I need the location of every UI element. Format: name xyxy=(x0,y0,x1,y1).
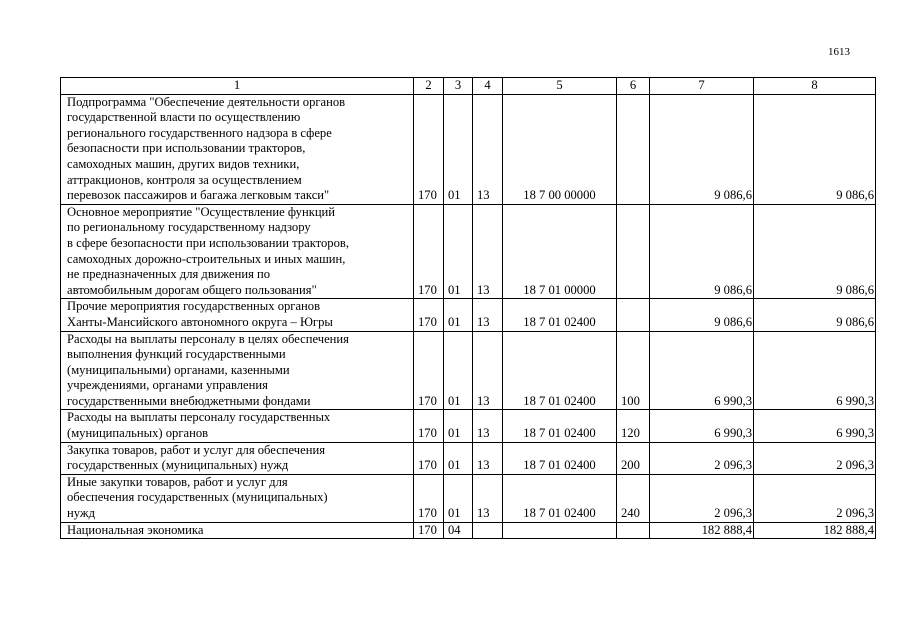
expense-type-cell: 240 xyxy=(617,474,650,522)
name-cell: Закупка товаров, работ и услуг для обеспечения государственных (муниципальных) нужд xyxy=(61,442,414,474)
amount-cell: 2 096,3 xyxy=(650,474,754,522)
target-article-cell: 18 7 01 02400 xyxy=(503,299,617,331)
expense-type-cell: 100 xyxy=(617,331,650,410)
expense-type-cell xyxy=(617,204,650,299)
amount-total-cell: 182 888,4 xyxy=(754,522,876,539)
admin-code-cell: 170 xyxy=(414,331,444,410)
amount-cell: 6 990,3 xyxy=(650,331,754,410)
amount-total-cell: 2 096,3 xyxy=(754,442,876,474)
amount-total-cell: 6 990,3 xyxy=(754,410,876,442)
amount-cell: 9 086,6 xyxy=(650,204,754,299)
target-article-cell: 18 7 01 02400 xyxy=(503,331,617,410)
amount-total-cell: 9 086,6 xyxy=(754,299,876,331)
subsection-cell: 13 xyxy=(473,94,503,204)
section-cell: 01 xyxy=(444,474,473,522)
admin-code-cell: 170 xyxy=(414,474,444,522)
expense-type-cell: 120 xyxy=(617,410,650,442)
subsection-cell: 13 xyxy=(473,410,503,442)
table-row xyxy=(61,204,876,299)
header-cell: 4 xyxy=(473,78,503,95)
admin-code-cell: 170 xyxy=(414,204,444,299)
subsection-cell: 13 xyxy=(473,204,503,299)
subsection-cell: 13 xyxy=(473,442,503,474)
expense-type-cell xyxy=(617,522,650,539)
section-cell: 04 xyxy=(444,522,473,539)
header-cell: 6 xyxy=(617,78,650,95)
name-cell: Иные закупки товаров, работ и услуг для обеспечения государственных (муниципальных) нужд xyxy=(61,474,414,522)
header-cell: 7 xyxy=(650,78,754,95)
table-row xyxy=(61,94,876,204)
target-article-cell: 18 7 01 02400 xyxy=(503,442,617,474)
amount-cell: 182 888,4 xyxy=(650,522,754,539)
table-row xyxy=(61,299,876,331)
table-header-row xyxy=(61,78,876,95)
admin-code-cell: 170 xyxy=(414,442,444,474)
table-row xyxy=(61,331,876,410)
amount-total-cell: 6 990,3 xyxy=(754,331,876,410)
name-cell: Расходы на выплаты персоналу государственных (муниципальных) органов xyxy=(61,410,414,442)
page-number: 1613 xyxy=(828,46,850,58)
name-cell: Национальная экономика xyxy=(61,522,414,539)
table-row xyxy=(61,474,876,522)
section-cell: 01 xyxy=(444,442,473,474)
admin-code-cell: 170 xyxy=(414,522,444,539)
amount-total-cell: 9 086,6 xyxy=(754,204,876,299)
target-article-cell xyxy=(503,522,617,539)
name-cell: Основное мероприятие "Осуществление функций по региональному государственному надзору в сфере безопасности при использовании тракторов, самоходных дорожно-строительных и иных машин, не предназначенных для движения по автомобильным дорогам общего пользования" xyxy=(61,204,414,299)
subsection-cell: 13 xyxy=(473,474,503,522)
table-row xyxy=(61,410,876,442)
header-cell: 3 xyxy=(444,78,473,95)
admin-code-cell: 170 xyxy=(414,410,444,442)
header-cell: 1 xyxy=(61,78,414,95)
section-cell: 01 xyxy=(444,410,473,442)
name-cell: Расходы на выплаты персоналу в целях обеспечения выполнения функций государственными (муниципальными) органами, казенными учреждениями, органами управления государственными внебюджетными фондами xyxy=(61,331,414,410)
subsection-cell: 13 xyxy=(473,331,503,410)
table-row xyxy=(61,442,876,474)
amount-cell: 6 990,3 xyxy=(650,410,754,442)
admin-code-cell: 170 xyxy=(414,94,444,204)
admin-code-cell: 170 xyxy=(414,299,444,331)
amount-total-cell: 2 096,3 xyxy=(754,474,876,522)
section-cell: 01 xyxy=(444,94,473,204)
name-cell: Подпрограмма "Обеспечение деятельности органов государственной власти по осуществлению регионального государственного надзора в сфере безопасности при использовании тракторов, самоходных машин, других видов техники, аттракционов, контроля за осуществлением перевозок пассажиров и багажа легковым такси" xyxy=(61,94,414,204)
target-article-cell: 18 7 01 02400 xyxy=(503,474,617,522)
amount-total-cell: 9 086,6 xyxy=(754,94,876,204)
budget-table xyxy=(60,77,876,539)
section-cell: 01 xyxy=(444,331,473,410)
target-article-cell: 18 7 01 00000 xyxy=(503,204,617,299)
header-cell: 2 xyxy=(414,78,444,95)
header-cell: 5 xyxy=(503,78,617,95)
section-cell: 01 xyxy=(444,204,473,299)
section-cell: 01 xyxy=(444,299,473,331)
amount-cell: 2 096,3 xyxy=(650,442,754,474)
header-cell: 8 xyxy=(754,78,876,95)
expense-type-cell: 200 xyxy=(617,442,650,474)
amount-cell: 9 086,6 xyxy=(650,299,754,331)
expense-type-cell xyxy=(617,299,650,331)
table-row xyxy=(61,522,876,539)
subsection-cell: 13 xyxy=(473,299,503,331)
expense-type-cell xyxy=(617,94,650,204)
subsection-cell xyxy=(473,522,503,539)
target-article-cell: 18 7 00 00000 xyxy=(503,94,617,204)
target-article-cell: 18 7 01 02400 xyxy=(503,410,617,442)
amount-cell: 9 086,6 xyxy=(650,94,754,204)
name-cell: Прочие мероприятия государственных органов Ханты-Мансийского автономного округа – Югры xyxy=(61,299,414,331)
